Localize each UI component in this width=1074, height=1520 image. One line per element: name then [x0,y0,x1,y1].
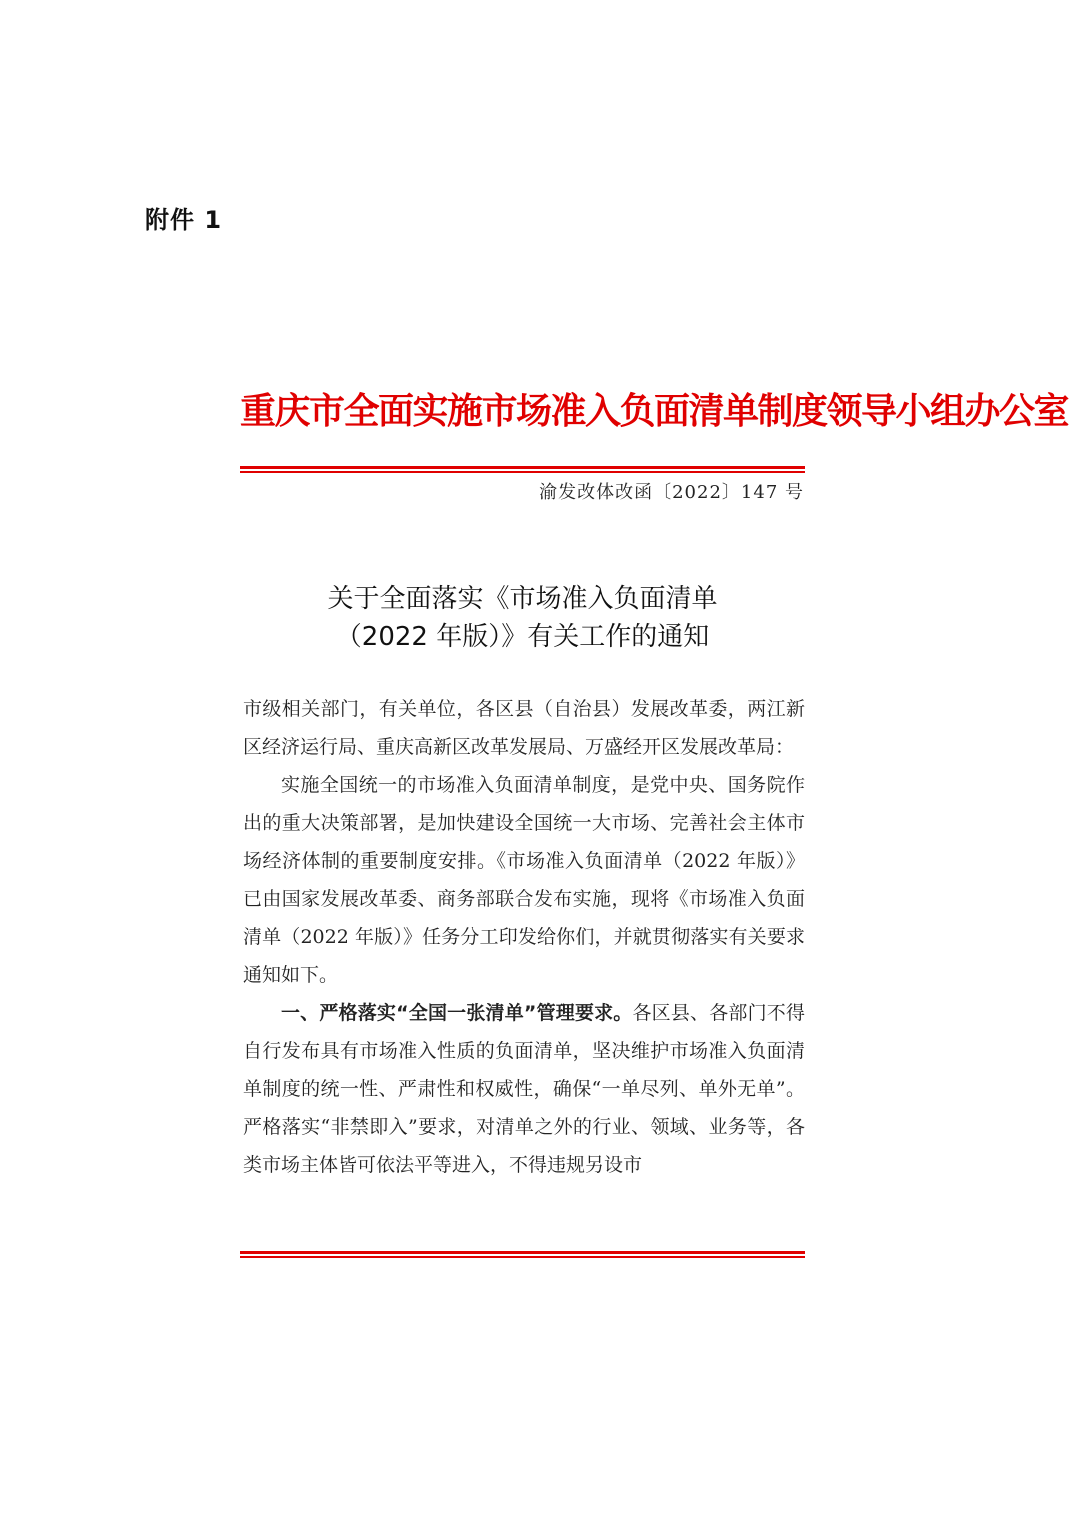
title-line-2: （2022 年版）》有关工作的通知 [335,622,710,652]
document-body [243,690,805,1184]
header-red-rule [240,466,805,473]
footer-red-rule [240,1251,805,1258]
section-1-paragraph [243,994,805,1184]
addressee-paragraph: 市级相关部门，有关单位，各区县（自治县）发展改革委，两江新区经济运行局、重庆高新区改革发展局、万盛经开区发展改革局： [243,698,805,758]
intro-paragraph: 实施全国统一的市场准入负面清单制度，是党中央、国务院作出的重大决策部署，是加快建设全国统一大市场、完善社会主体市场经济体制的重要制度安排。《市场准入负面清单（2022 年版）》已由国家发展改革委、商务部联合发布实施，现将《市场准入负面清单（2022 年版）》任务分工印发给你们，并就贯彻落实有关要求通知如下。 [243,774,805,986]
section-1-heading: 一、严格落实“全国一张清单”管理要求。 [281,1002,633,1024]
attachment-label: 附件 1 [145,206,223,234]
title-line-1: 关于全面落实《市场准入负面清单 [327,584,718,614]
document-number: 渝发改体改函〔2022〕147 号 [539,482,804,503]
document-title [240,580,805,656]
section-1-text: 各区县、各部门不得自行发布具有市场准入性质的负面清单，坚决维护市场准入负面清单制度的统一性、严肃性和权威性，确保“一单尽列、单外无单”。严格落实“非禁即入”要求，对清单之外的行业、领域、业务等，各类市场主体皆可依法平等进入，不得违规另设市 [243,1002,805,1176]
issuer-header: 重庆市全面实施市场准入负面清单制度领导小组办公室 [240,391,1069,432]
